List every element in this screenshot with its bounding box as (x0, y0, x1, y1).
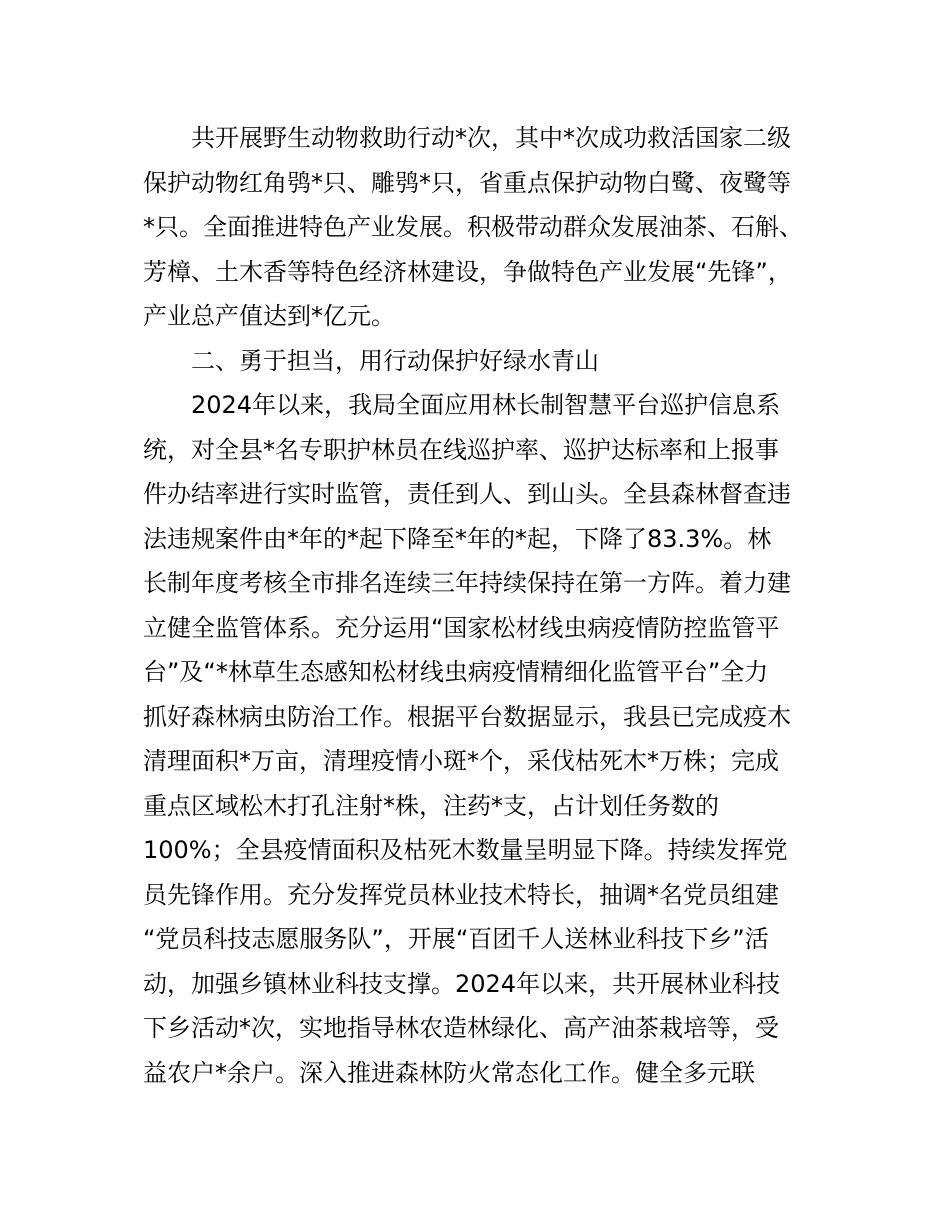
paragraph-line: 台”及“*林草生态感知松材线虫病疫情精细化监管平台”全力 (143, 658, 769, 686)
paragraph-line: “党员科技志愿服务队”，开展“百团千人送林业科技下乡”活 (143, 925, 769, 953)
paragraph-line: 法违规案件由*年的*起下降至*年的*起，下降了83.3%。林 (143, 524, 772, 553)
paragraph-line: 立健全监管体系。充分运用“国家松材线虫病疫情防控监管平 (143, 613, 780, 642)
paragraph-line: 100%；全县疫情面积及枯死木数量呈明显下降。持续发挥党 (143, 836, 788, 864)
document-body (143, 116, 823, 1095)
paragraph-line: 2024年以来，我局全面应用林长制智慧平台巡护信息系 (191, 391, 781, 419)
section-heading: 二、勇于担当，用行动保护好绿水青山 (191, 346, 599, 375)
paragraph-line: 统，对全县*名专职护林员在线巡护率、巡护达标率和上报事 (143, 435, 779, 464)
paragraph-line: 保护动物红角鸮*只、雕鸮*只，省重点保护动物白鹭、夜鹭等 (143, 168, 791, 197)
paragraph-line: 益农户*余户。深入推进森林防火常态化工作。健全多元联 (143, 1058, 755, 1087)
paragraph-line: 件办结率进行实时监管，责任到人、到山头。全县森林督查违 (143, 480, 791, 508)
paragraph-line: 长制年度考核全市排名连续三年持续保持在第一方阵。着力建 (143, 569, 791, 597)
paragraph-line: 共开展野生动物救助行动*次，其中*次成功救活国家二级 (191, 124, 791, 152)
paragraph-line: 清理面积*万亩，清理疫情小斑*个，采伐枯死木*万株；完成 (143, 747, 779, 775)
paragraph-line: 下乡活动*次，实地指导林农造林绿化、高产油茶栽培等，受 (143, 1014, 779, 1042)
paragraph-line: 产业总产值达到*亿元。 (143, 302, 395, 330)
paragraph-line: 动，加强乡镇林业科技支撑。2024年以来，共开展林业科技 (143, 969, 781, 998)
paragraph-line: 芳樟、土木香等特色经济林建设，争做特色产业发展“先锋”， (143, 257, 792, 286)
paragraph-line: 抓好森林病虫防治工作。根据平台数据显示，我县已完成疫木 (143, 702, 791, 731)
paragraph-line: 员先锋作用。充分发挥党员林业技术特长，抽调*名党员组建 (143, 880, 779, 909)
paragraph-line: *只。全面推进特色产业发展。积极带动群众发展油茶、石斛、 (143, 213, 803, 241)
paragraph-line: 重点区域松木打孔注射*株，注药*支，占计划任务数的 (143, 791, 719, 820)
